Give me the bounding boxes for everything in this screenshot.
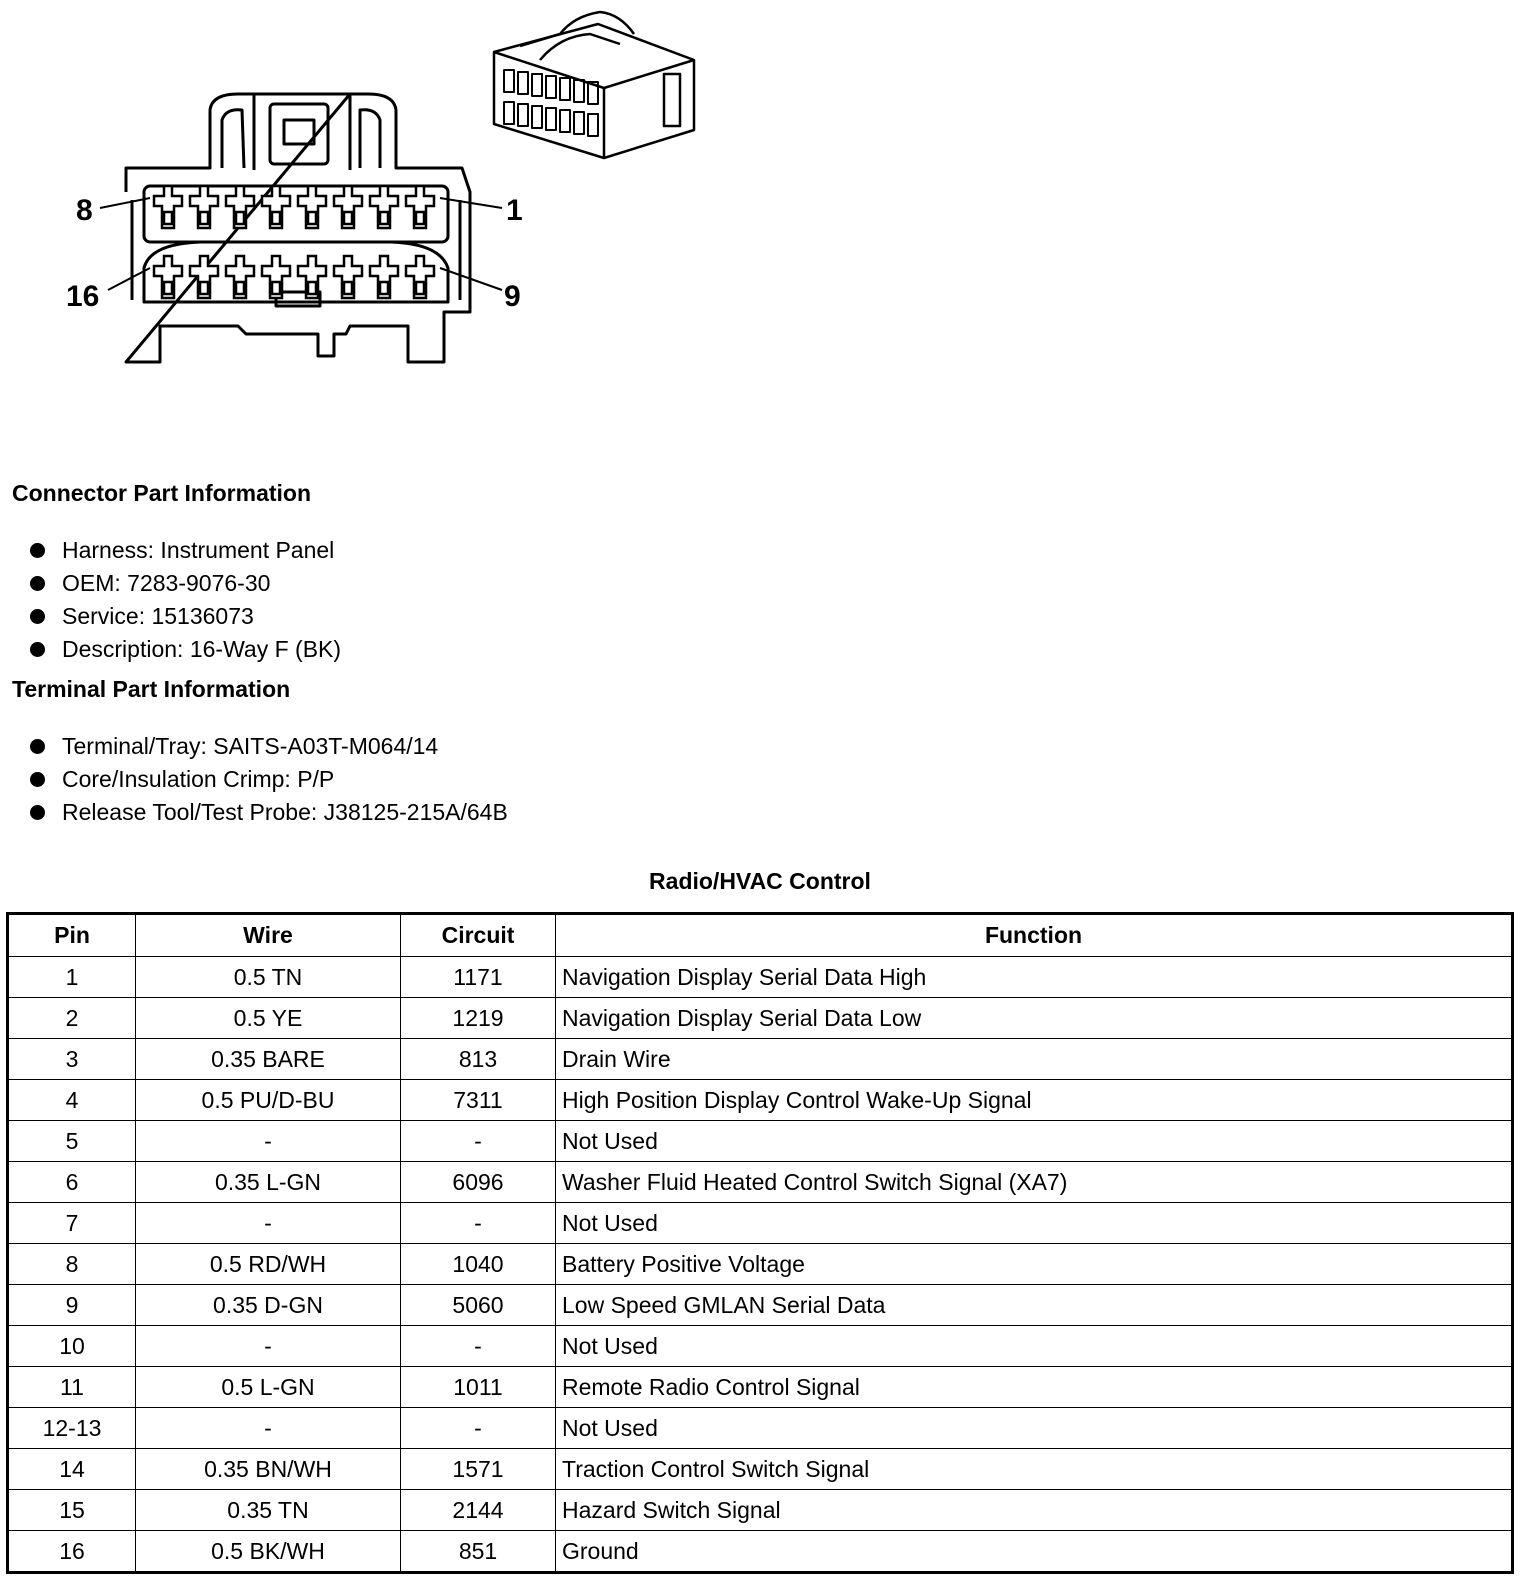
iso-terminal-cavity	[574, 80, 584, 102]
table-row	[8, 1039, 1513, 1080]
function-cell: Navigation Display Serial Data High	[556, 957, 1513, 998]
wire-cell: 0.5 BK/WH	[136, 1531, 401, 1573]
pin-cell: 4	[8, 1080, 136, 1121]
iso-terminal-cavity	[546, 108, 556, 130]
iso-terminal-cavity	[546, 76, 556, 98]
table-row	[8, 1121, 1513, 1162]
pin-cell: 9	[8, 1285, 136, 1326]
circuit-cell: -	[401, 1408, 556, 1449]
pin-cell: 7	[8, 1203, 136, 1244]
pin-cell: 12-13	[8, 1408, 136, 1449]
pin-cell: 3	[8, 1039, 136, 1080]
table-header-row	[8, 914, 1513, 957]
list-item: Core/Insulation Crimp: P/P	[30, 763, 508, 796]
list-item: Description: 16-Way F (BK)	[30, 633, 341, 666]
circuit-cell: 1571	[401, 1449, 556, 1490]
header-pin: Pin	[8, 914, 136, 957]
terminal-slot	[344, 282, 352, 294]
pin-cell: 5	[8, 1121, 136, 1162]
circuit-cell: 1011	[401, 1367, 556, 1408]
wire-cell: 0.5 PU/D-BU	[136, 1080, 401, 1121]
terminal-slot	[416, 212, 424, 224]
bullet-icon	[30, 805, 45, 820]
table-title: Radio/HVAC Control	[649, 868, 871, 894]
pin-label-8: 8	[76, 194, 93, 227]
wire-cell: 0.35 TN	[136, 1490, 401, 1531]
table-row	[8, 1326, 1513, 1367]
function-cell: Low Speed GMLAN Serial Data	[556, 1285, 1513, 1326]
connector-diagram	[0, 0, 740, 380]
connector-part-info-heading: Connector Part Information	[12, 480, 312, 506]
wire-cell: 0.5 TN	[136, 957, 401, 998]
terminal-slot	[236, 282, 244, 294]
circuit-cell: 813	[401, 1039, 556, 1080]
table-row	[8, 1408, 1513, 1449]
terminal-part-info-list	[30, 730, 508, 829]
header-wire: Wire	[136, 914, 401, 957]
pin-cell: 10	[8, 1326, 136, 1367]
table-row	[8, 1285, 1513, 1326]
circuit-cell: -	[401, 1203, 556, 1244]
function-cell: Washer Fluid Heated Control Switch Signal (XA7)	[556, 1162, 1513, 1203]
pin-cell: 16	[8, 1531, 136, 1573]
function-cell: High Position Display Control Wake-Up Signal	[556, 1080, 1513, 1121]
function-cell: Navigation Display Serial Data Low	[556, 998, 1513, 1039]
list-item: Release Tool/Test Probe: J38125-215A/64B	[30, 796, 508, 829]
circuit-cell: 851	[401, 1531, 556, 1573]
iso-terminal-cavity	[518, 72, 528, 94]
terminal-slot	[200, 212, 208, 224]
wire-cell: -	[136, 1121, 401, 1162]
circuit-cell: 5060	[401, 1285, 556, 1326]
terminal-slot	[272, 212, 280, 224]
iso-terminal-cavity	[504, 102, 514, 124]
header-function: Function	[556, 914, 1513, 957]
header-circuit: Circuit	[401, 914, 556, 957]
iso-terminal-cavity	[518, 104, 528, 126]
pin-cell: 14	[8, 1449, 136, 1490]
wire-cell: 0.35 BN/WH	[136, 1449, 401, 1490]
circuit-cell: 1171	[401, 957, 556, 998]
wire-cell: 0.35 D-GN	[136, 1285, 401, 1326]
circuit-cell: -	[401, 1326, 556, 1367]
pin-cell: 11	[8, 1367, 136, 1408]
terminal-slot	[164, 212, 172, 224]
pin-label-9: 9	[504, 280, 521, 313]
pin-cell: 8	[8, 1244, 136, 1285]
wire-cell: 0.5 RD/WH	[136, 1244, 401, 1285]
table-row	[8, 1490, 1513, 1531]
terminal-slot	[344, 212, 352, 224]
wire-cell: 0.35 L-GN	[136, 1162, 401, 1203]
table-row	[8, 1244, 1513, 1285]
list-item: Service: 15136073	[30, 600, 341, 633]
wire-cell: 0.35 BARE	[136, 1039, 401, 1080]
connector-part-info-list	[30, 534, 341, 666]
function-cell: Remote Radio Control Signal	[556, 1367, 1513, 1408]
function-cell: Hazard Switch Signal	[556, 1490, 1513, 1531]
table-row	[8, 1080, 1513, 1121]
table-row	[8, 1162, 1513, 1203]
iso-terminal-cavity	[574, 112, 584, 134]
circuit-cell: -	[401, 1121, 556, 1162]
bullet-icon	[30, 576, 45, 591]
pin-cell: 15	[8, 1490, 136, 1531]
iso-terminal-cavity	[588, 114, 598, 136]
function-cell: Not Used	[556, 1121, 1513, 1162]
circuit-cell: 2144	[401, 1490, 556, 1531]
circuit-cell: 1219	[401, 998, 556, 1039]
terminal-slot	[308, 282, 316, 294]
function-cell: Ground	[556, 1531, 1513, 1573]
bullet-icon	[30, 642, 45, 657]
terminal-part-info-heading: Terminal Part Information	[12, 676, 291, 702]
terminal-slot	[272, 282, 280, 294]
terminal-slot	[236, 212, 244, 224]
bullet-icon	[30, 739, 45, 754]
pin-cell: 2	[8, 998, 136, 1039]
wire-cell: -	[136, 1326, 401, 1367]
pin-label-1: 1	[506, 194, 523, 227]
terminal-slot	[380, 282, 388, 294]
list-item: OEM: 7283-9076-30	[30, 567, 341, 600]
list-item: Terminal/Tray: SAITS-A03T-M064/14	[30, 730, 508, 763]
circuit-cell: 1040	[401, 1244, 556, 1285]
bullet-icon	[30, 609, 45, 624]
function-cell: Traction Control Switch Signal	[556, 1449, 1513, 1490]
terminal-slot	[380, 212, 388, 224]
bullet-icon	[30, 772, 45, 787]
terminal-slot	[200, 282, 208, 294]
table-row	[8, 1367, 1513, 1408]
table-row	[8, 1531, 1513, 1573]
pin-cell: 6	[8, 1162, 136, 1203]
terminal-slot	[164, 282, 172, 294]
iso-terminal-cavity	[560, 110, 570, 132]
iso-terminal-cavity	[504, 70, 514, 92]
terminal-slot	[308, 212, 316, 224]
list-item: Harness: Instrument Panel	[30, 534, 341, 567]
bullet-icon	[30, 543, 45, 558]
function-cell: Drain Wire	[556, 1039, 1513, 1080]
table-row	[8, 957, 1513, 998]
table-row	[8, 998, 1513, 1039]
function-cell: Not Used	[556, 1203, 1513, 1244]
iso-terminal-cavity	[560, 78, 570, 100]
function-cell: Not Used	[556, 1408, 1513, 1449]
connector-isometric-view	[494, 12, 694, 158]
function-cell: Battery Positive Voltage	[556, 1244, 1513, 1285]
iso-terminal-cavity	[532, 106, 542, 128]
table-row	[8, 1449, 1513, 1490]
pinout-table	[6, 912, 1514, 1574]
circuit-cell: 6096	[401, 1162, 556, 1203]
iso-terminal-cavity	[532, 74, 542, 96]
pin-cell: 1	[8, 957, 136, 998]
pin-label-16: 16	[66, 280, 100, 313]
terminal-slot	[416, 282, 424, 294]
function-cell: Not Used	[556, 1326, 1513, 1367]
table-row	[8, 1203, 1513, 1244]
circuit-cell: 7311	[401, 1080, 556, 1121]
upper-cavity	[144, 186, 448, 242]
wire-cell: 0.5 L-GN	[136, 1367, 401, 1408]
wire-cell: 0.5 YE	[136, 998, 401, 1039]
wire-cell: -	[136, 1408, 401, 1449]
wire-cell: -	[136, 1203, 401, 1244]
